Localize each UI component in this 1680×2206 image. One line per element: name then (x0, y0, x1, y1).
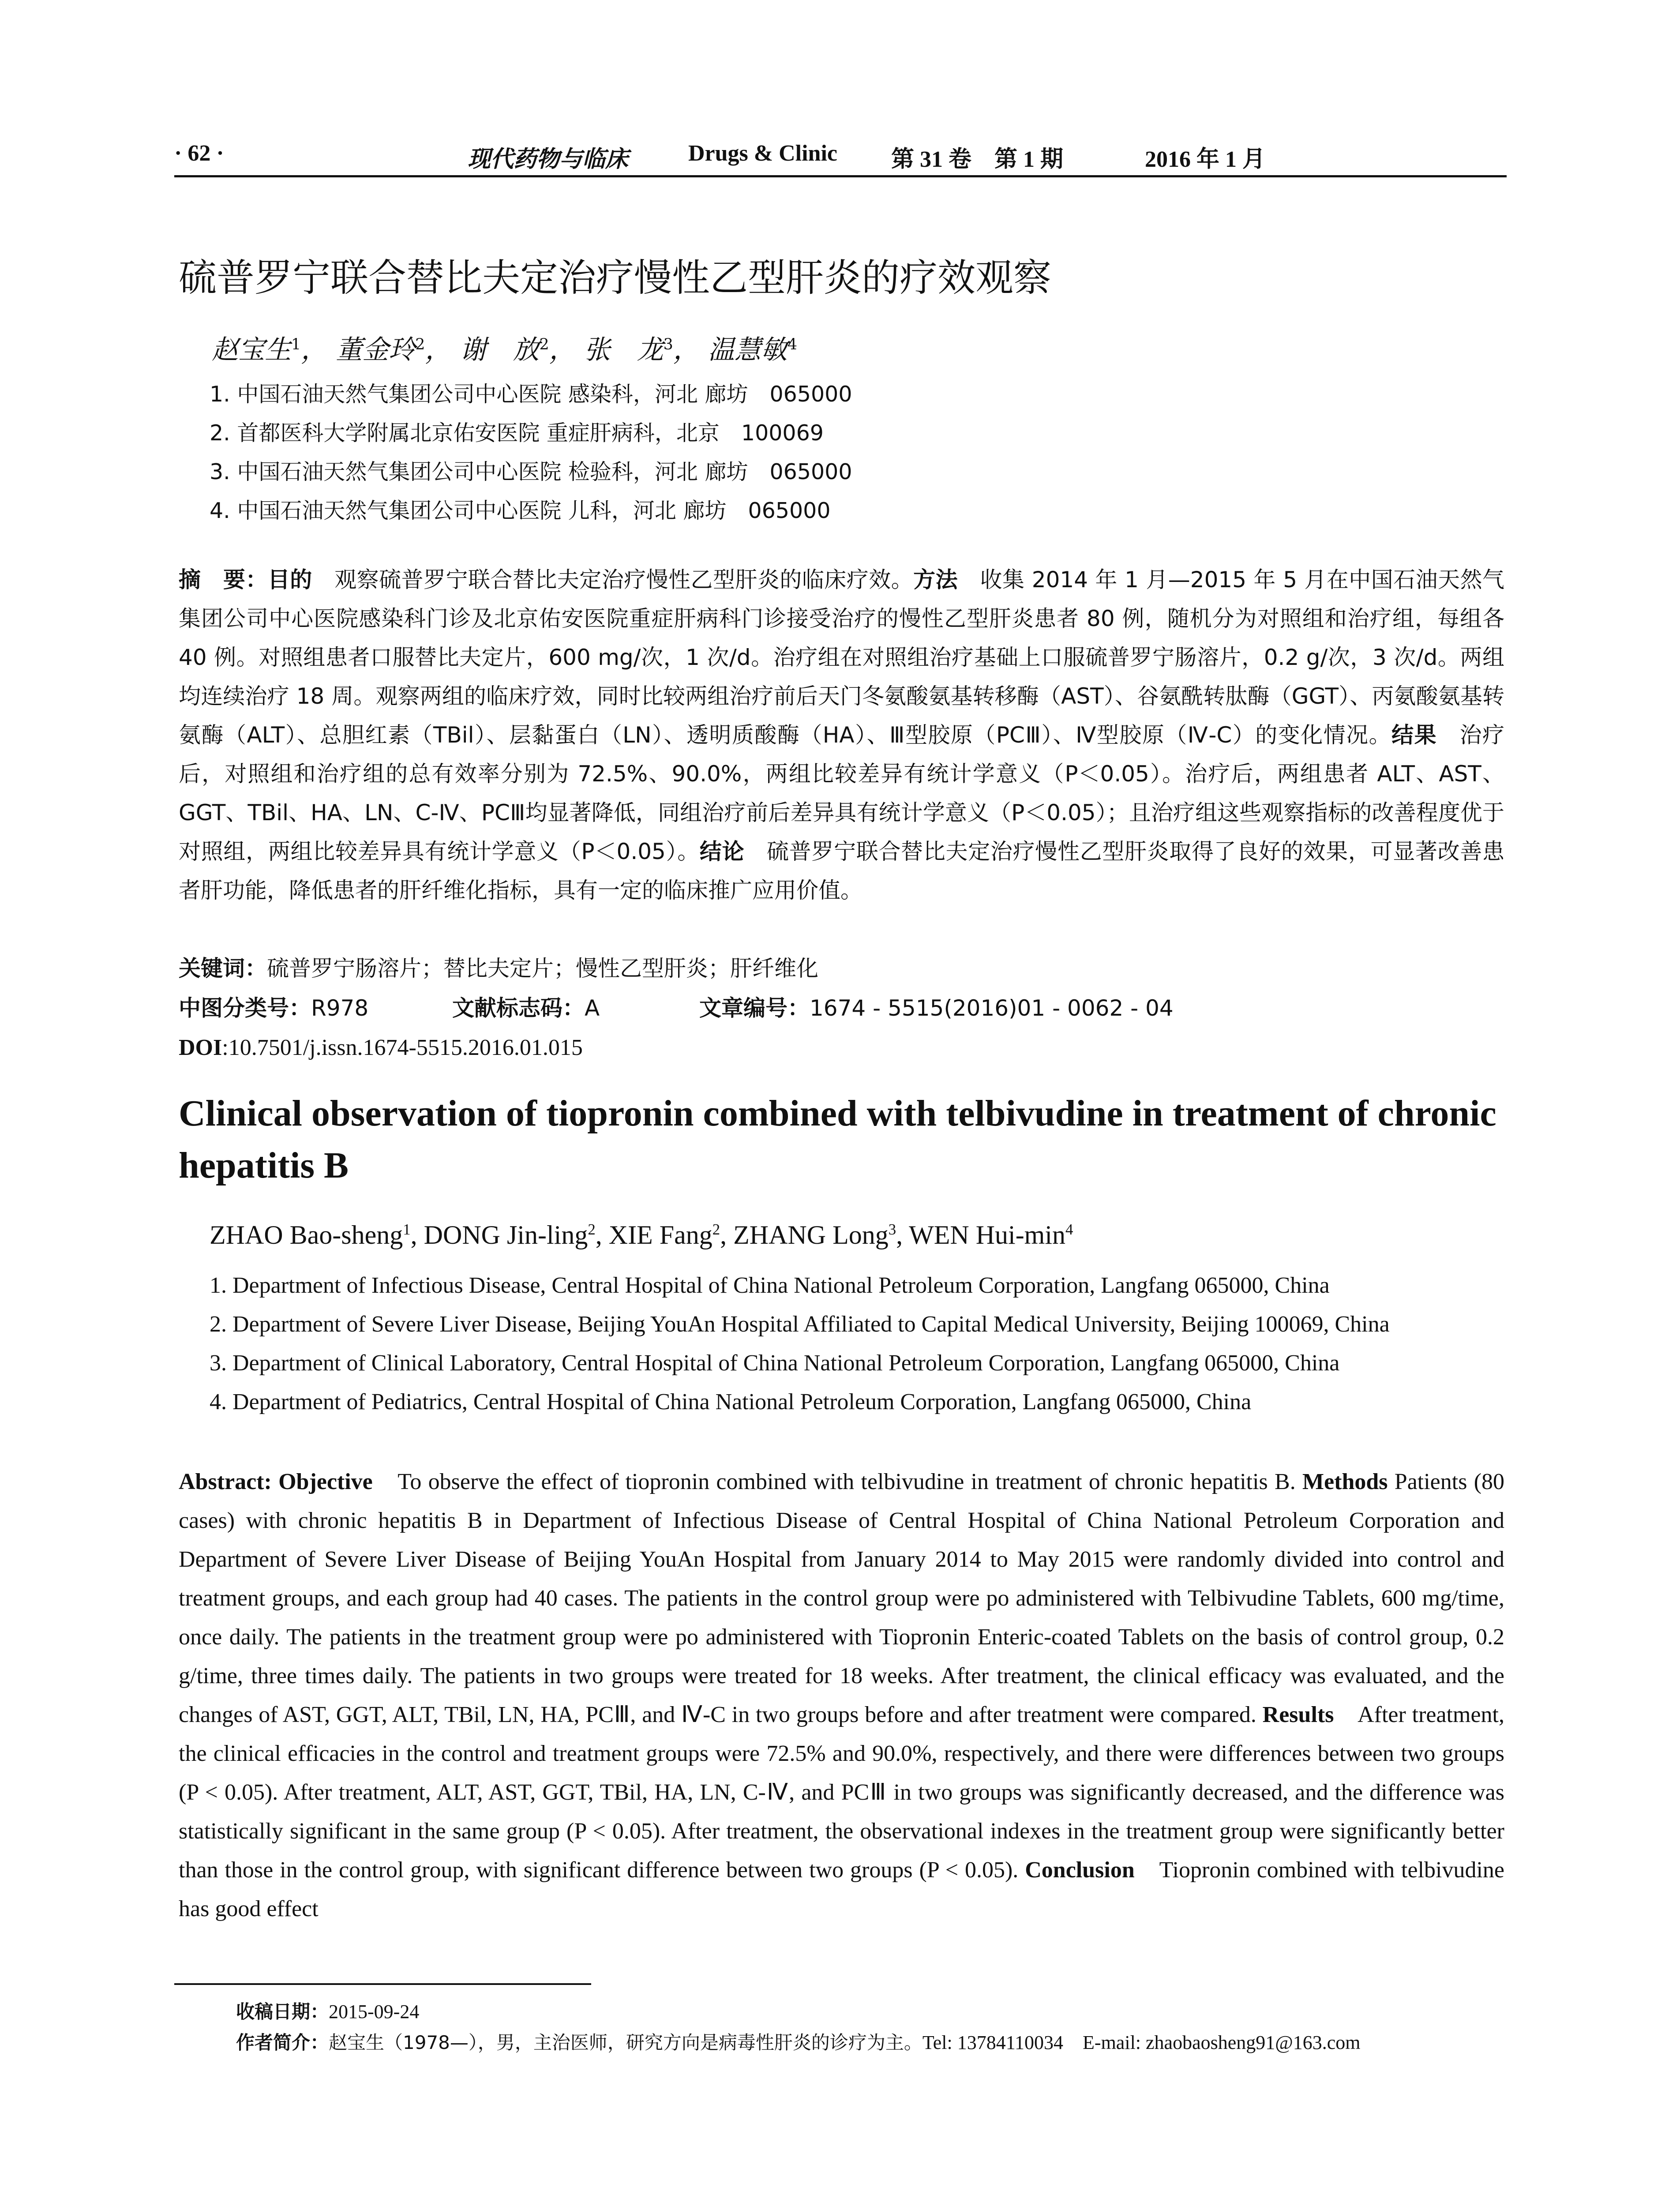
page-number: · 62 · (174, 141, 224, 166)
article-metadata (179, 949, 1174, 1068)
objective-label: 目的 (267, 567, 312, 593)
author-en: XIE Fang (608, 1220, 712, 1249)
issue-date: 2016 年 1 月 (1145, 147, 1266, 172)
author-sup: 2 (712, 1221, 720, 1238)
author-en: WEN Hui-min (909, 1220, 1066, 1249)
received-value: 2015-09-24 (329, 2001, 420, 2022)
methods-label: Methods (1302, 1469, 1388, 1494)
authors-en: ZHAO Bao-sheng$^1$, DONG Jin-ling$^2$, XIE Fang$^2$, ZHANG Long$^3$, WEN Hui-$\min^4$ (210, 1220, 1073, 1249)
results-label: 结果 (1391, 722, 1437, 748)
abstract-cn (179, 560, 1504, 910)
affiliation-en: 1. Department of Infectious Disease, Central Hospital of China National Petroleum Corporation, Langfang 065000, China (210, 1273, 1330, 1298)
author-sup: 4 (1065, 1221, 1073, 1238)
author-cn: 董金玲 (336, 334, 416, 365)
article-no-label: 文章编号： (699, 995, 810, 1021)
results-text: 治疗后，对照组和治疗组的总有效率分别为 72.5%、90.0%，两组比较差异有统计学意义（P＜0.05）。治疗后，两组患者 ALT、AST、GGT、TBil、HA、LN、C-Ⅳ、PCⅢ均显著降低，同组治疗前后差异具有统计学意义（P＜0.05）；且治疗组这些观察指标的改善程度优于对照组，两组比较差异具有统计学意义（P＜0.05）。 (179, 722, 1505, 864)
author-sup: 3 (888, 1221, 896, 1238)
classification-row (179, 988, 1174, 1028)
results-label: Results (1262, 1702, 1334, 1727)
classification-value: R978 (311, 995, 369, 1021)
methods-text: Patients (80 cases) with chronic hepatitis B in Department of Infectious Disease of Central Hospital of China National Petroleum Corporation and Department of Severe Liver Disease of Beijing YouAn Hospital from January 2014 to May 2015 were randomly divided into control and treatment groups, and each group had 40 cases. The patients in the control group were po administered with Telbivudine Tablets, 600 mg/time, once daily. The patients in the treatment group were po administered with Tiopronin Enteric-coated Tablets on the basis of control group, 0.2 g/time, three times daily. The patients in two groups were treated for 18 weeks. After treatment, the clinical efficacy was evaluated, and the changes of AST, GGT, ALT, TBil, LN, HA, PCⅢ, and Ⅳ-C in two groups before and after treatment were compared. (179, 1469, 1505, 1727)
conclusion-label: Conclusion (1025, 1857, 1135, 1883)
author-contact: Tel: 13784110034 E-mail: zhaobaosheng91@163.com (922, 2032, 1361, 2053)
running-header (174, 140, 1507, 171)
author-sup: 2 (415, 336, 425, 353)
affiliation-en: 3. Department of Clinical Laboratory, Central Hospital of China National Petroleum Corporation, Langfang 065000, China (210, 1351, 1340, 1376)
author-cn: 张 龙 (584, 334, 664, 365)
author-cn: 谢 放 (460, 334, 540, 365)
article-no-value: 1674 - 5515(2016)01 - 0062 - 04 (810, 995, 1174, 1021)
objective-label: Objective (278, 1469, 373, 1494)
doi-value: :10.7501/j.issn.1674-5515.2016.01.015 (222, 1035, 583, 1060)
author-bio-text: 赵宝生（1978—），男，主治医师，研究方向是病毒性肝炎的诊疗为主。 (329, 2032, 922, 2053)
received-date (236, 1996, 1361, 2027)
author-en: ZHANG Long (733, 1220, 889, 1249)
keywords-label: 关键词： (179, 956, 267, 981)
author-sup: 3 (663, 336, 673, 353)
objective-text: 观察硫普罗宁联合替比夫定治疗慢性乙型肝炎的临床疗效。 (312, 567, 914, 593)
doc-code-value: A (585, 995, 600, 1021)
doi-label: DOI (179, 1035, 222, 1060)
title-en: Clinical observation of tiopronin combined with telbivudine in treatment of chronic hepatitis B (179, 1093, 1496, 1186)
author-cn: 赵宝生 (212, 334, 291, 365)
footnotes (236, 1996, 1361, 2058)
conclusion-text: 硫普罗宁联合替比夫定治疗慢性乙型肝炎取得了良好的效果，可显著改善患者肝功能，降低患者的肝纤维化指标，具有一定的临床推广应用价值。 (179, 839, 1505, 903)
author-cn: 温慧敏 (708, 334, 788, 365)
keywords-text: 硫普罗宁肠溶片；替比夫定片；慢性乙型肝炎；肝纤维化 (267, 956, 818, 981)
keywords-row (179, 949, 818, 988)
conclusion-label: 结论 (699, 839, 745, 864)
author-bio (236, 2027, 1361, 2058)
affiliation-cn: 4. 中国石油天然气集团公司中心医院 儿科，河北 廊坊 065000 (210, 498, 831, 523)
author-en: DONG Jin-ling (424, 1220, 588, 1249)
author-sup: 2 (539, 336, 549, 353)
affiliation-en: 4. Department of Pediatrics, Central Hospital of China National Petroleum Corporation, Langfang 065000, China (210, 1389, 1252, 1414)
received-label: 收稿日期： (236, 2001, 329, 2022)
affiliations-en (210, 1266, 1390, 1422)
authors-cn: 赵宝生$^1$， 董金玲$^2$， 谢 放$^2$， 张 龙$^3$， 温慧敏$^4$ (212, 334, 798, 365)
footnote-rule (174, 1983, 591, 1985)
author-en: ZHAO Bao-sheng (210, 1220, 403, 1249)
affiliation-cn: 1. 中国石油天然气集团公司中心医院 感染科，河北 廊坊 065000 (210, 382, 852, 407)
volume-issue: 第 31 卷 第 1 期 (891, 147, 1064, 172)
author-sup: 2 (588, 1221, 596, 1238)
objective-text: To observe the effect of tiopronin combined with telbivudine in treatment of chronic hepatitis B. (372, 1469, 1296, 1494)
doi-row (179, 1028, 818, 1068)
affiliation-cn: 3. 中国石油天然气集团公司中心医院 检验科，河北 廊坊 065000 (210, 459, 852, 484)
journal-name-cn: 现代药物与临床 (468, 147, 629, 172)
author-sup: 1 (403, 1221, 411, 1238)
conclusion-text: Tiopronin combined with telbivudine has good effect (179, 1857, 1505, 1921)
author-sup: 4 (787, 336, 798, 353)
author-bio-label: 作者简介： (236, 2032, 329, 2053)
affiliation-cn: 2. 首都医科大学附属北京佑安医院 重症肝病科，北京 100069 (210, 420, 824, 446)
classification-label: 中图分类号： (179, 995, 311, 1021)
results-text: After treatment, the clinical efficacies in the control and treatment groups were 72.5% and 90.0%, respectively, and there were differences between two groups (P < 0.05). After treatment, ALT, AST, GGT, TBil, HA, LN, C-Ⅳ, and PCⅢ in two groups was significantly decreased, and the difference was statistically significant in the same group (P < 0.05). After treatment, the observational indexes in the treatment group were significantly better than those in the control group, with significant difference between two groups (P < 0.05). (179, 1702, 1504, 1883)
journal-name-en: Drugs & Clinic (688, 141, 837, 166)
affiliation-en: 2. Department of Severe Liver Disease, Beijing YouAn Hospital Affiliated to Capital Medical University, Beijing 100069, China (210, 1312, 1390, 1337)
title-cn: 硫普罗宁联合替比夫定治疗慢性乙型肝炎的疗效观察 (179, 256, 1051, 300)
abstract-label: Abstract: (179, 1469, 272, 1494)
methods-text: 收集 2014 年 1 月—2015 年 5 月在中国石油天然气集团公司中心医院感染科门诊及北京佑安医院重症肝病科门诊接受治疗的慢性乙型肝炎患者 80 例，随机分为对照组和治疗组，每组各 40 例。对照组患者口服替比夫定片，600 mg/次，1 次/d。治疗组在对照组治疗基础上口服硫普罗宁肠溶片，0.2 g/次，3 次/d。两组均连续治疗 18 周。观察两组的临床疗效，同时比较两组治疗前后天门冬氨酸氨基转移酶（AST）、谷氨酰转肽酶（GGT）、丙氨酸氨基转氨酶（ALT）、总胆红素（TBil）、层黏蛋白（LN）、透明质酸酶（HA）、Ⅲ型胶原（PCⅢ）、Ⅳ型胶原（Ⅳ-C）的变化情况。 (179, 567, 1505, 748)
author-sup: 1 (291, 336, 301, 353)
doc-code-label: 文献标志码： (452, 995, 585, 1021)
methods-label: 方法 (913, 567, 958, 593)
abstract-en (179, 1463, 1504, 1928)
affiliations-cn (210, 375, 852, 530)
header-rule (174, 175, 1507, 177)
abstract-label: 摘 要： (179, 567, 268, 593)
